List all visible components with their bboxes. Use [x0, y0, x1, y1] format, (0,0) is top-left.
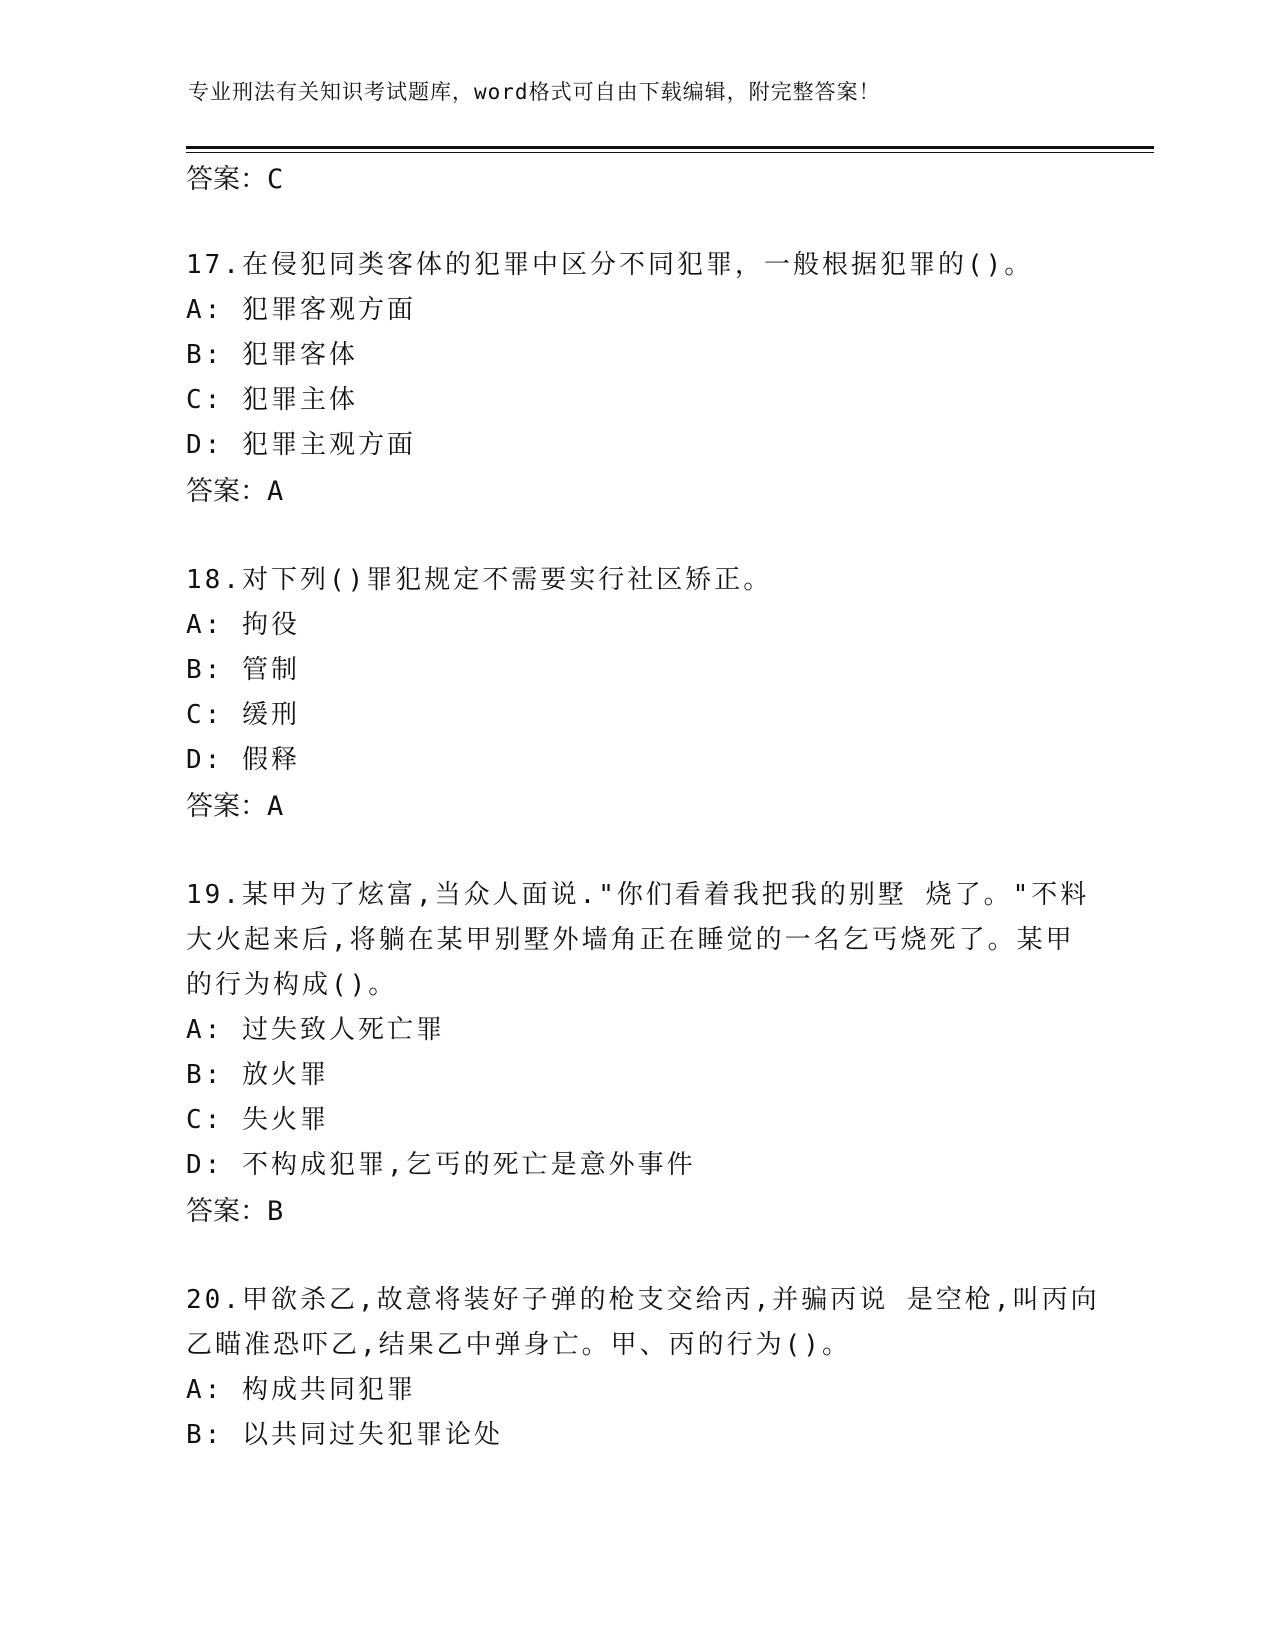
answer-value: B	[267, 1196, 284, 1227]
answer-line	[186, 469, 283, 508]
question-stem-line: 大火起来后,将躺在某甲别墅外墙角正在睡觉的一名乞丐烧死了。某甲	[186, 925, 1075, 955]
answer-value: A	[267, 791, 284, 822]
question-stem-line: 的行为构成()。	[186, 970, 398, 1000]
question-stem-line: 17.在侵犯同类客体的犯罪中区分不同犯罪，一般根据犯罪的()。	[186, 250, 1034, 280]
page-header: 专业刑法有关知识考试题库，word格式可自由下载编辑，附完整答案！	[188, 80, 881, 104]
answer-label: 答案：	[186, 791, 267, 822]
question-stem-line: 乙瞄准恐吓乙,结果乙中弹身亡。甲、丙的行为()。	[186, 1330, 851, 1360]
option-b: B: 管制	[186, 655, 300, 685]
question-stem-line: 18.对下列()罪犯规定不需要实行社区矫正。	[186, 565, 773, 595]
option-c: C: 失火罪	[186, 1105, 329, 1135]
header-rule-thick	[186, 146, 1154, 149]
question-stem-line: 19.某甲为了炫富,当众人面说."你们看着我把我的别墅 烧了。"不料	[186, 880, 1090, 910]
answer-label: 答案：	[186, 476, 267, 507]
answer-label: 答案：	[186, 1196, 267, 1227]
answer-line	[186, 784, 283, 823]
option-b: B: 犯罪客体	[186, 340, 358, 370]
option-a: A: 过失致人死亡罪	[186, 1015, 445, 1045]
answer-label: 答案：	[186, 164, 267, 195]
answer-line	[186, 1189, 283, 1228]
option-c: C: 犯罪主体	[186, 385, 358, 415]
answer-value: C	[267, 164, 284, 195]
option-c: C: 缓刑	[186, 700, 300, 730]
option-b: B: 放火罪	[186, 1060, 329, 1090]
header-rule-thin	[186, 152, 1154, 153]
question-stem-line: 20.甲欲杀乙,故意将装好子弹的枪支交给丙,并骗丙说 是空枪,叫丙向	[186, 1285, 1100, 1315]
answer-value: A	[267, 476, 284, 507]
option-d: D: 假释	[186, 745, 300, 775]
answer-line	[186, 157, 283, 196]
option-b: B: 以共同过失犯罪论处	[186, 1420, 503, 1450]
option-a: A: 构成共同犯罪	[186, 1375, 416, 1405]
option-d: D: 不构成犯罪,乞丐的死亡是意外事件	[186, 1150, 696, 1180]
option-a: A: 拘役	[186, 610, 300, 640]
option-d: D: 犯罪主观方面	[186, 430, 416, 460]
option-a: A: 犯罪客观方面	[186, 295, 416, 325]
